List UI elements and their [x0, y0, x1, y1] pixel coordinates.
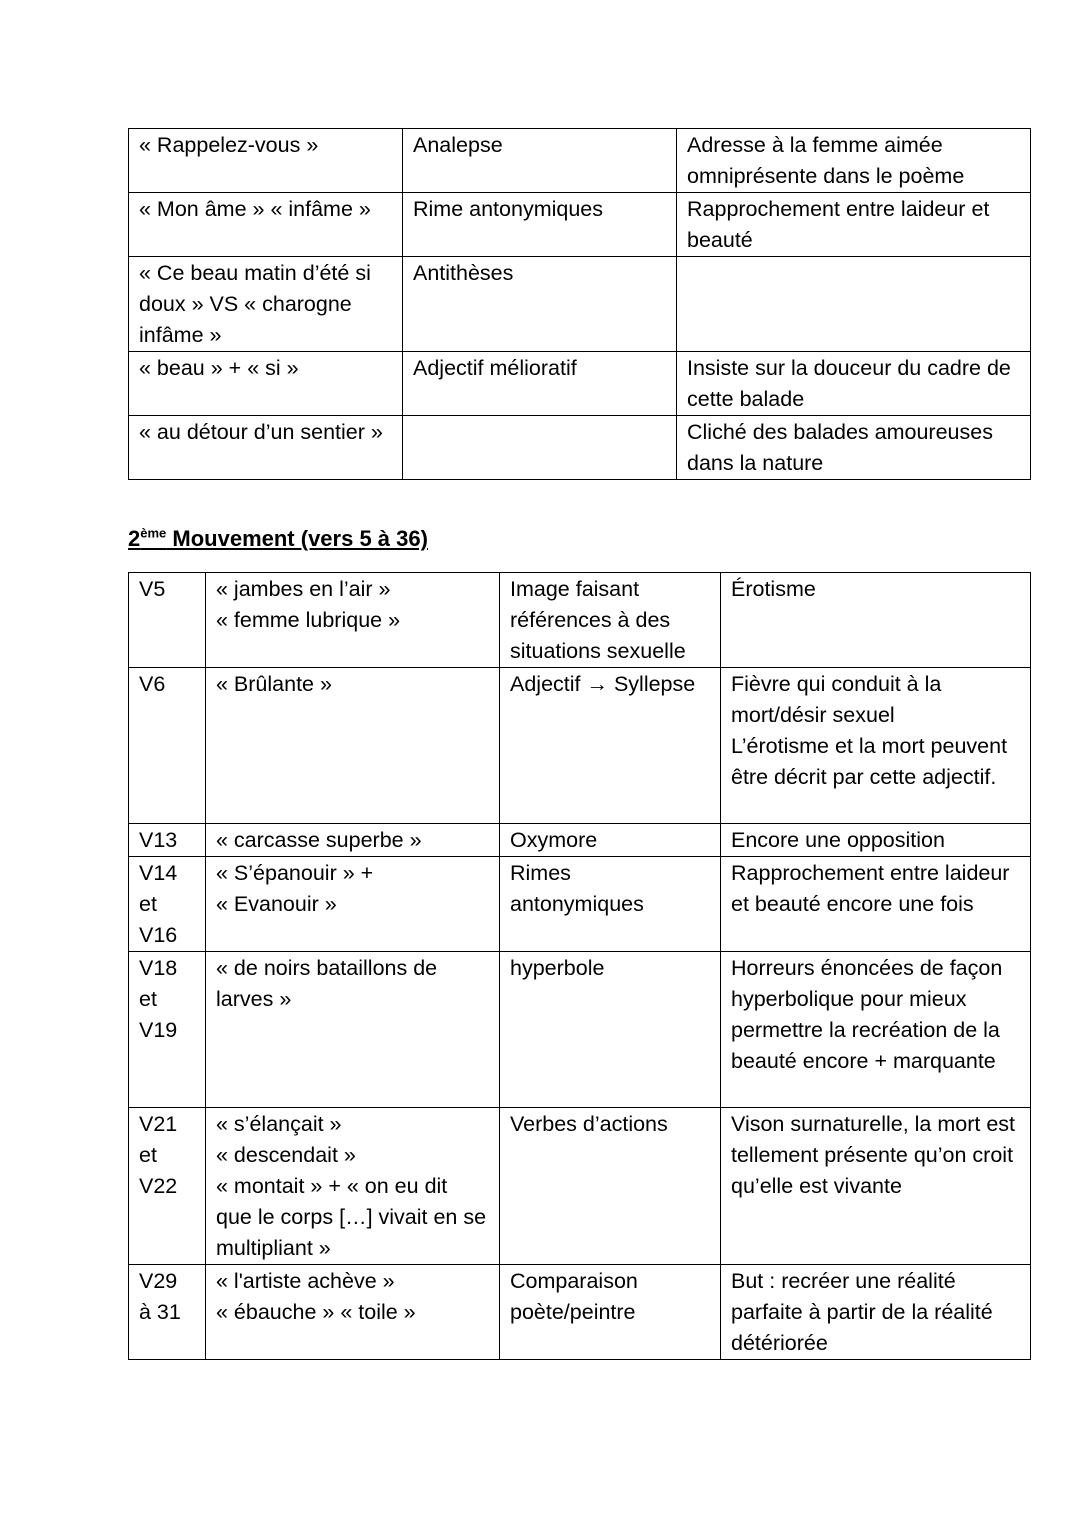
table-cell-effect: Érotisme — [721, 573, 1031, 668]
table-cell-quote: « jambes en l’air » « femme lubrique » — [206, 573, 500, 668]
table-cell-effect: Vison surnaturelle, la mort est tellement présente qu’on croit qu’elle est vivante — [721, 1108, 1031, 1265]
figures-table-2 — [128, 572, 1031, 1360]
table-cell-verse: V6 — [129, 668, 206, 824]
table-row — [129, 193, 1031, 257]
table-cell-quote: « carcasse superbe » — [206, 824, 500, 857]
table-cell-quote: « Brûlante » — [206, 668, 500, 824]
table-cell-figure: Analepse — [403, 129, 677, 193]
table-cell-quote: « au détour d’un sentier » — [129, 416, 403, 480]
table-cell-verse: V29 à 31 — [129, 1265, 206, 1360]
table-cell-figure: Adjectif mélioratif — [403, 352, 677, 416]
table-cell-effect: Rapprochement entre laideur et beauté — [677, 193, 1031, 257]
table-cell-effect: Fièvre qui conduit à la mort/désir sexuel L’érotisme et la mort peuvent être décrit par cette adjectif. — [721, 668, 1031, 824]
table-cell-verse: V21 et V22 — [129, 1108, 206, 1265]
table-cell-verse: V13 — [129, 824, 206, 857]
section-heading-number: 2 — [128, 526, 141, 551]
section-heading-superscript: ème — [140, 525, 167, 541]
table-cell-quote: « Ce beau matin d’été si doux » VS « charogne infâme » — [129, 257, 403, 352]
table-cell-verse: V14 et V16 — [129, 857, 206, 952]
table-cell-effect: Rapprochement entre laideur et beauté encore une fois — [721, 857, 1031, 952]
table-cell-effect: Adresse à la femme aimée omniprésente dans le poème — [677, 129, 1031, 193]
section-heading-text: Mouvement (vers 5 à 36) — [166, 526, 428, 551]
table-row — [129, 352, 1031, 416]
table-cell-figure: Rime antonymiques — [403, 193, 677, 257]
table-cell-quote: « Rappelez-vous » — [129, 129, 403, 193]
table-cell-effect: Cliché des balades amoureuses dans la nature — [677, 416, 1031, 480]
table-cell-figure: Verbes d’actions — [500, 1108, 721, 1265]
table-cell-quote: « Mon âme » « infâme » — [129, 193, 403, 257]
table-row — [129, 129, 1031, 193]
table-cell-figure: Comparaison poète/peintre — [500, 1265, 721, 1360]
table-row — [129, 1108, 1031, 1265]
table-row — [129, 416, 1031, 480]
table-cell-quote: « de noirs bataillons de larves » — [206, 952, 500, 1108]
table-cell-figure: Adjectif → Syllepse — [500, 668, 721, 824]
table-cell-verse: V18 et V19 — [129, 952, 206, 1108]
table-cell-figure: Rimes antonymiques — [500, 857, 721, 952]
table-row — [129, 668, 1031, 824]
table-cell-figure: Antithèses — [403, 257, 677, 352]
table-cell-effect: Insiste sur la douceur du cadre de cette balade — [677, 352, 1031, 416]
table-cell-effect: Encore une opposition — [721, 824, 1031, 857]
table-row — [129, 857, 1031, 952]
table-cell-quote: « beau » + « si » — [129, 352, 403, 416]
table-cell-quote: « s’élançait » « descendait » « montait » + « on eu dit que le corps […] vivait en se multipliant » — [206, 1108, 500, 1265]
table-row — [129, 257, 1031, 352]
table-cell-verse: V5 — [129, 573, 206, 668]
table-row — [129, 824, 1031, 857]
table-cell-quote: « S’épanouir » + « Evanouir » — [206, 857, 500, 952]
table-row — [129, 952, 1031, 1108]
table-cell-effect — [677, 257, 1031, 352]
figures-table-1 — [128, 128, 1031, 480]
table-cell-figure — [403, 416, 677, 480]
table-row — [129, 1265, 1031, 1360]
section-heading — [128, 523, 428, 555]
table-cell-figure: Image faisant références à des situations sexuelle — [500, 573, 721, 668]
table-cell-quote: « l'artiste achève » « ébauche » « toile » — [206, 1265, 500, 1360]
table-cell-effect: But : recréer une réalité parfaite à partir de la réalité détériorée — [721, 1265, 1031, 1360]
table-cell-figure: Oxymore — [500, 824, 721, 857]
table-cell-figure: hyperbole — [500, 952, 721, 1108]
table-row — [129, 573, 1031, 668]
table-cell-effect: Horreurs énoncées de façon hyperbolique pour mieux permettre la recréation de la beauté encore + marquante — [721, 952, 1031, 1108]
